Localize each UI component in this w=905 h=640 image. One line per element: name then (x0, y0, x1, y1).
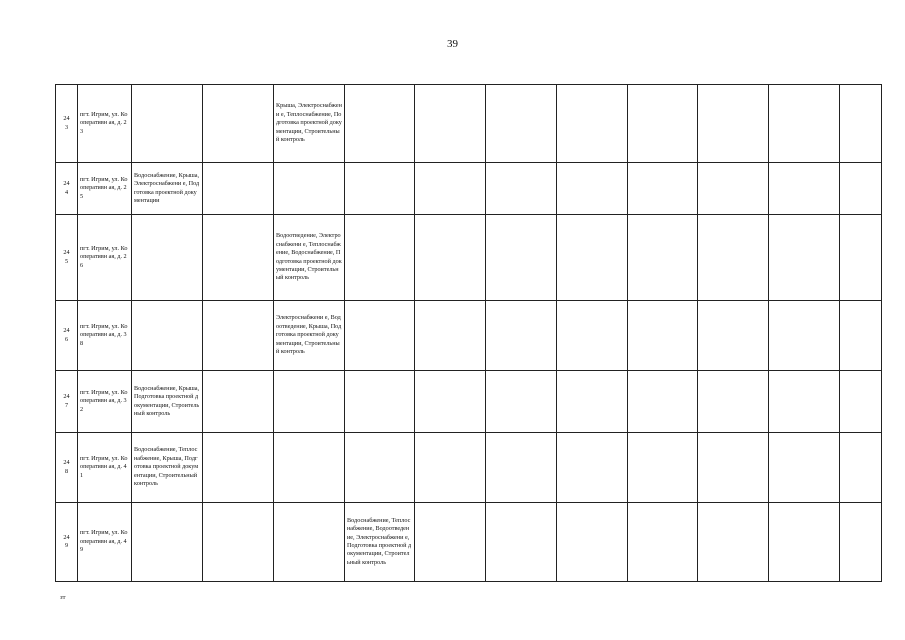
work-cell (345, 163, 415, 215)
empty-cell (840, 503, 882, 582)
empty-cell (415, 215, 486, 301)
empty-cell (698, 163, 769, 215)
table-row (56, 503, 882, 582)
work-cell (274, 433, 345, 503)
row-number-cell: 24 5 (56, 215, 78, 301)
capital-repair-schedule-table (55, 84, 882, 582)
empty-cell (415, 301, 486, 371)
address-cell: пгт. Игрим, ул. Кооперативн ая, д. 32 (78, 371, 132, 433)
address-cell: пгт. Игрим, ул. Кооперативн ая, д. 25 (78, 163, 132, 215)
work-cell (345, 301, 415, 371)
empty-cell (769, 163, 840, 215)
empty-cell (628, 433, 698, 503)
empty-cell (840, 433, 882, 503)
empty-cell (486, 163, 557, 215)
empty-cell (486, 371, 557, 433)
work-cell (345, 85, 415, 163)
work-cell: Водоснабжение, Крыша, Электроснабжени е, Подготовка проектной документации (132, 163, 203, 215)
empty-cell (698, 85, 769, 163)
empty-cell (628, 503, 698, 582)
work-cell: Водоотведение, Электроснабжени е, Теплоснабжение, Водоснабжение, Подготовка проектной документации, Строительный контроль (274, 215, 345, 301)
row-number-cell: 24 8 (56, 433, 78, 503)
table-row (56, 371, 882, 433)
empty-cell (628, 85, 698, 163)
work-cell (132, 215, 203, 301)
work-cell (132, 85, 203, 163)
empty-cell (769, 85, 840, 163)
work-cell (274, 503, 345, 582)
work-cell (132, 301, 203, 371)
table-row (56, 85, 882, 163)
work-cell (274, 163, 345, 215)
empty-cell (557, 371, 628, 433)
work-cell (345, 433, 415, 503)
work-cell: Водоснабжение, Теплоснабжение, Водоотведение, Электроснабжени е, Подготовка проектной документации, Строительный контроль (345, 503, 415, 582)
empty-cell (557, 503, 628, 582)
empty-cell (628, 215, 698, 301)
empty-cell (557, 85, 628, 163)
row-number-cell: 24 6 (56, 301, 78, 371)
row-number-cell: 24 3 (56, 85, 78, 163)
empty-cell (840, 163, 882, 215)
empty-cell (769, 371, 840, 433)
empty-cell (698, 215, 769, 301)
empty-cell (840, 371, 882, 433)
empty-cell (486, 503, 557, 582)
empty-cell (840, 301, 882, 371)
address-cell: пгт. Игрим, ул. Кооперативн ая, д. 26 (78, 215, 132, 301)
empty-cell (769, 301, 840, 371)
empty-cell (557, 301, 628, 371)
work-cell (203, 163, 274, 215)
work-cell (345, 371, 415, 433)
table-row (56, 163, 882, 215)
empty-cell (557, 215, 628, 301)
work-cell: Крыша, Электроснабжени е, Теплоснабжение, Подготовка проектной документации, Строительный контроль (274, 85, 345, 163)
work-cell (203, 433, 274, 503)
empty-cell (698, 503, 769, 582)
empty-cell (628, 371, 698, 433)
footer-mark: зт (60, 594, 66, 601)
empty-cell (769, 503, 840, 582)
empty-cell (415, 85, 486, 163)
work-cell (274, 371, 345, 433)
table-row (56, 301, 882, 371)
empty-cell (415, 371, 486, 433)
address-cell: пгт. Игрим, ул. Кооперативн ая, д. 38 (78, 301, 132, 371)
table-row (56, 433, 882, 503)
work-cell (203, 371, 274, 433)
address-cell: пгт. Игрим, ул. Кооперативн ая, д. 41 (78, 433, 132, 503)
work-cell: Водоснабжение, Теплоснабжение, Крыша, Подготовка проектной документации, Строительный контроль (132, 433, 203, 503)
work-cell (203, 301, 274, 371)
empty-cell (698, 301, 769, 371)
empty-cell (769, 433, 840, 503)
empty-cell (698, 371, 769, 433)
empty-cell (415, 163, 486, 215)
empty-cell (628, 163, 698, 215)
table-body (56, 85, 882, 582)
address-cell: пгт. Игрим, ул. Кооперативн ая, д. 49 (78, 503, 132, 582)
empty-cell (840, 215, 882, 301)
empty-cell (557, 433, 628, 503)
table-row (56, 215, 882, 301)
work-cell (203, 85, 274, 163)
empty-cell (840, 85, 882, 163)
work-cell: Водоснабжение, Крыша, Подготовка проектной документации, Строительный контроль (132, 371, 203, 433)
work-cell: Электроснабжени е, Водоотведение, Крыша, Подготовка проектной документации, Строительный контроль (274, 301, 345, 371)
address-cell: пгт. Игрим, ул. Кооперативн ая, д. 23 (78, 85, 132, 163)
empty-cell (557, 163, 628, 215)
empty-cell (769, 215, 840, 301)
empty-cell (628, 301, 698, 371)
work-cell (345, 215, 415, 301)
row-number-cell: 24 4 (56, 163, 78, 215)
empty-cell (415, 433, 486, 503)
row-number-cell: 24 7 (56, 371, 78, 433)
work-cell (132, 503, 203, 582)
empty-cell (486, 301, 557, 371)
empty-cell (698, 433, 769, 503)
page-number: 39 (447, 38, 458, 50)
empty-cell (486, 85, 557, 163)
row-number-cell: 24 9 (56, 503, 78, 582)
empty-cell (415, 503, 486, 582)
empty-cell (486, 215, 557, 301)
work-cell (203, 503, 274, 582)
work-cell (203, 215, 274, 301)
empty-cell (486, 433, 557, 503)
